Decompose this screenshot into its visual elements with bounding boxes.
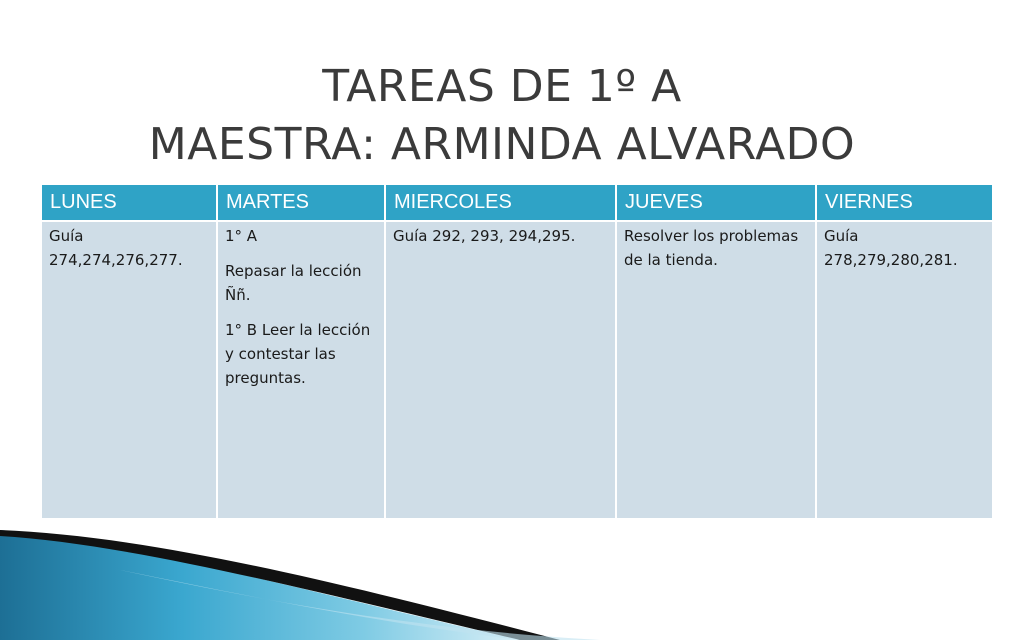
- cell-jueves: [616, 221, 816, 519]
- cell-miercoles: [385, 221, 616, 519]
- swoosh-blue: [0, 530, 520, 640]
- header-lunes: LUNES: [41, 184, 217, 221]
- decorative-swoosh: [0, 530, 1024, 640]
- cell-text: Guía 278,279,280,281.: [824, 227, 958, 269]
- header-viernes: VIERNES: [816, 184, 993, 221]
- title-line-1: TAREAS DE 1º A: [322, 61, 682, 112]
- cell-text: Guía 274,274,276,277.: [49, 227, 183, 269]
- cell-martes: [217, 221, 385, 519]
- header-miercoles: MIERCOLES: [385, 184, 616, 221]
- title-line-2: MAESTRA: ARMINDA ALVARADO: [148, 119, 856, 170]
- header-martes: MARTES: [217, 184, 385, 221]
- page-title: [0, 58, 1004, 174]
- cell-lunes: [41, 221, 217, 519]
- cell-text: 1° B Leer la lección y contestar las preguntas.: [225, 321, 371, 387]
- table-row: [41, 221, 993, 519]
- cell-text: Repasar la lección Ññ.: [225, 262, 362, 304]
- cell-viernes: [816, 221, 993, 519]
- cell-text: Guía 292, 293, 294,295.: [393, 227, 576, 245]
- header-jueves: JUEVES: [616, 184, 816, 221]
- header-row: [41, 184, 993, 221]
- cell-text: 1° A: [225, 227, 258, 245]
- cell-text: Resolver los problemas de la tienda.: [624, 227, 799, 269]
- homework-table: [40, 183, 994, 520]
